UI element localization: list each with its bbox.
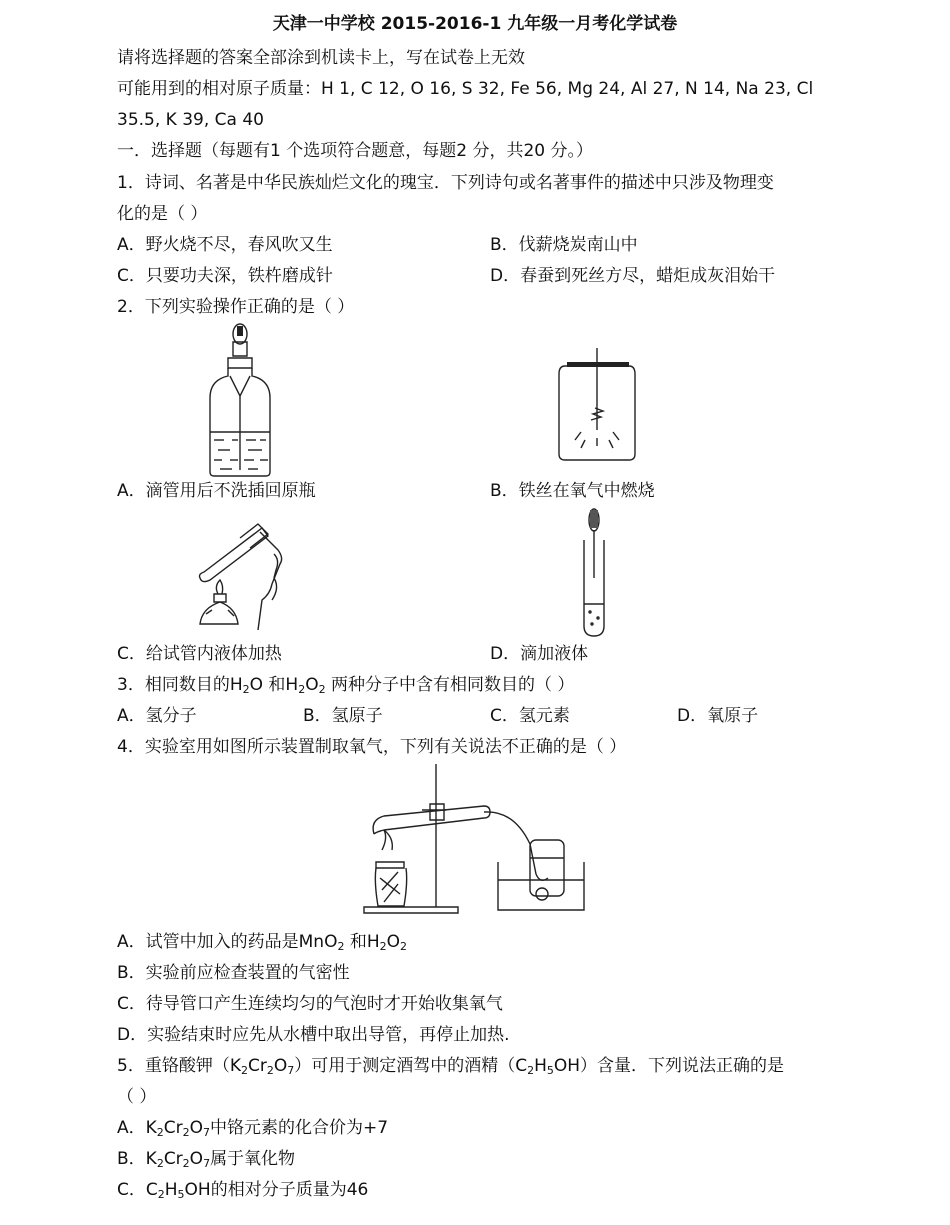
q3-option-b: B．氢原子 <box>303 706 383 726</box>
q4-option-d: D．实验结束时应先从水槽中取出导管，再停止加热. <box>117 1025 510 1045</box>
dropping-liquid-figure <box>578 508 610 640</box>
q4-option-a: A．试管中加入的药品是MnO$_2$ 和$H_2O_2$ <box>117 932 408 953</box>
q1-option-c: C．只要功夫深，铁杵磨成针 <box>117 266 333 286</box>
q4-option-c: C．待导管口产生连续均匀的气泡时才开始收集氧气 <box>117 994 503 1014</box>
q3-stem: 3．相同数目的$H_2O$ 和$H_2O_2$ 两种分子中含有相同数目的（ ） <box>117 675 575 696</box>
atomic-masses-line2: 35.5, K 39, Ca 40 <box>117 110 264 130</box>
q2-option-a: A．滴管用后不洗插回原瓶 <box>117 481 316 501</box>
q2-option-b: B．铁丝在氧气中燃烧 <box>490 481 655 501</box>
q3-option-d: D．氧原子 <box>677 706 759 726</box>
section-heading: 一．选择题（每题有1 个选项符合题意，每题2 分，共20 分。） <box>117 141 593 161</box>
answer-notice: 请将选择题的答案全部涂到机读卡上，写在试卷上无效 <box>117 48 525 68</box>
q3-option-c: C．氢元素 <box>490 706 570 726</box>
q5-option-a: A．$K_2Cr_2O_7$中铬元素的化合价为+7 <box>117 1118 389 1139</box>
q4-option-b: B．实验前应检查装置的气密性 <box>117 963 350 983</box>
q2-stem: 2．下列实验操作正确的是（ ） <box>117 297 355 317</box>
q5-option-c: C．$C_2H_5OH$的相对分子质量为46 <box>117 1180 369 1201</box>
q5-option-b: B．$K_2Cr_2O_7$属于氧化物 <box>117 1149 296 1170</box>
q2-option-d: D．滴加液体 <box>490 644 589 664</box>
iron-wire-burning-figure <box>555 348 640 466</box>
heating-test-tube-figure <box>190 510 300 635</box>
q5-stem-line1: 5．重铬酸钾$(K_2Cr_2O_7)$可用于测定酒驾中的酒精$(C_2H_5OH)$含量．下列说法正确的是 <box>117 1056 785 1077</box>
dropper-bottle-figure <box>200 322 280 477</box>
page-title: 天津一中学校 2015-2016-1 九年级一月考化学试卷 <box>272 14 678 34</box>
q1-option-d: D．春蚕到死丝方尽，蜡炬成灰泪始干 <box>490 266 776 286</box>
q1-option-a: A．野火烧不尽，春风吹又生 <box>117 235 333 255</box>
q1-stem-line2: 化的是（ ） <box>117 204 208 224</box>
oxygen-apparatus-figure <box>362 762 587 917</box>
atomic-masses-line1: 可能用到的相对原子质量：H 1, C 12, O 16, S 32, Fe 56, Mg 24, Al 27, N 14, Na 23, Cl <box>117 79 814 99</box>
q2-option-c: C．给试管内液体加热 <box>117 644 282 664</box>
q1-option-b: B．伐薪烧炭南山中 <box>490 235 638 255</box>
q4-stem: 4．实验室用如图所示装置制取氧气，下列有关说法不正确的是（ ） <box>117 737 627 757</box>
q3-option-a: A．氢分子 <box>117 706 197 726</box>
q5-stem-line2: （ ） <box>117 1087 157 1107</box>
q1-stem-line1: 1．诗词、名著是中华民族灿烂文化的瑰宝．下列诗句或名著事件的描述中只涉及物理变 <box>117 173 774 193</box>
